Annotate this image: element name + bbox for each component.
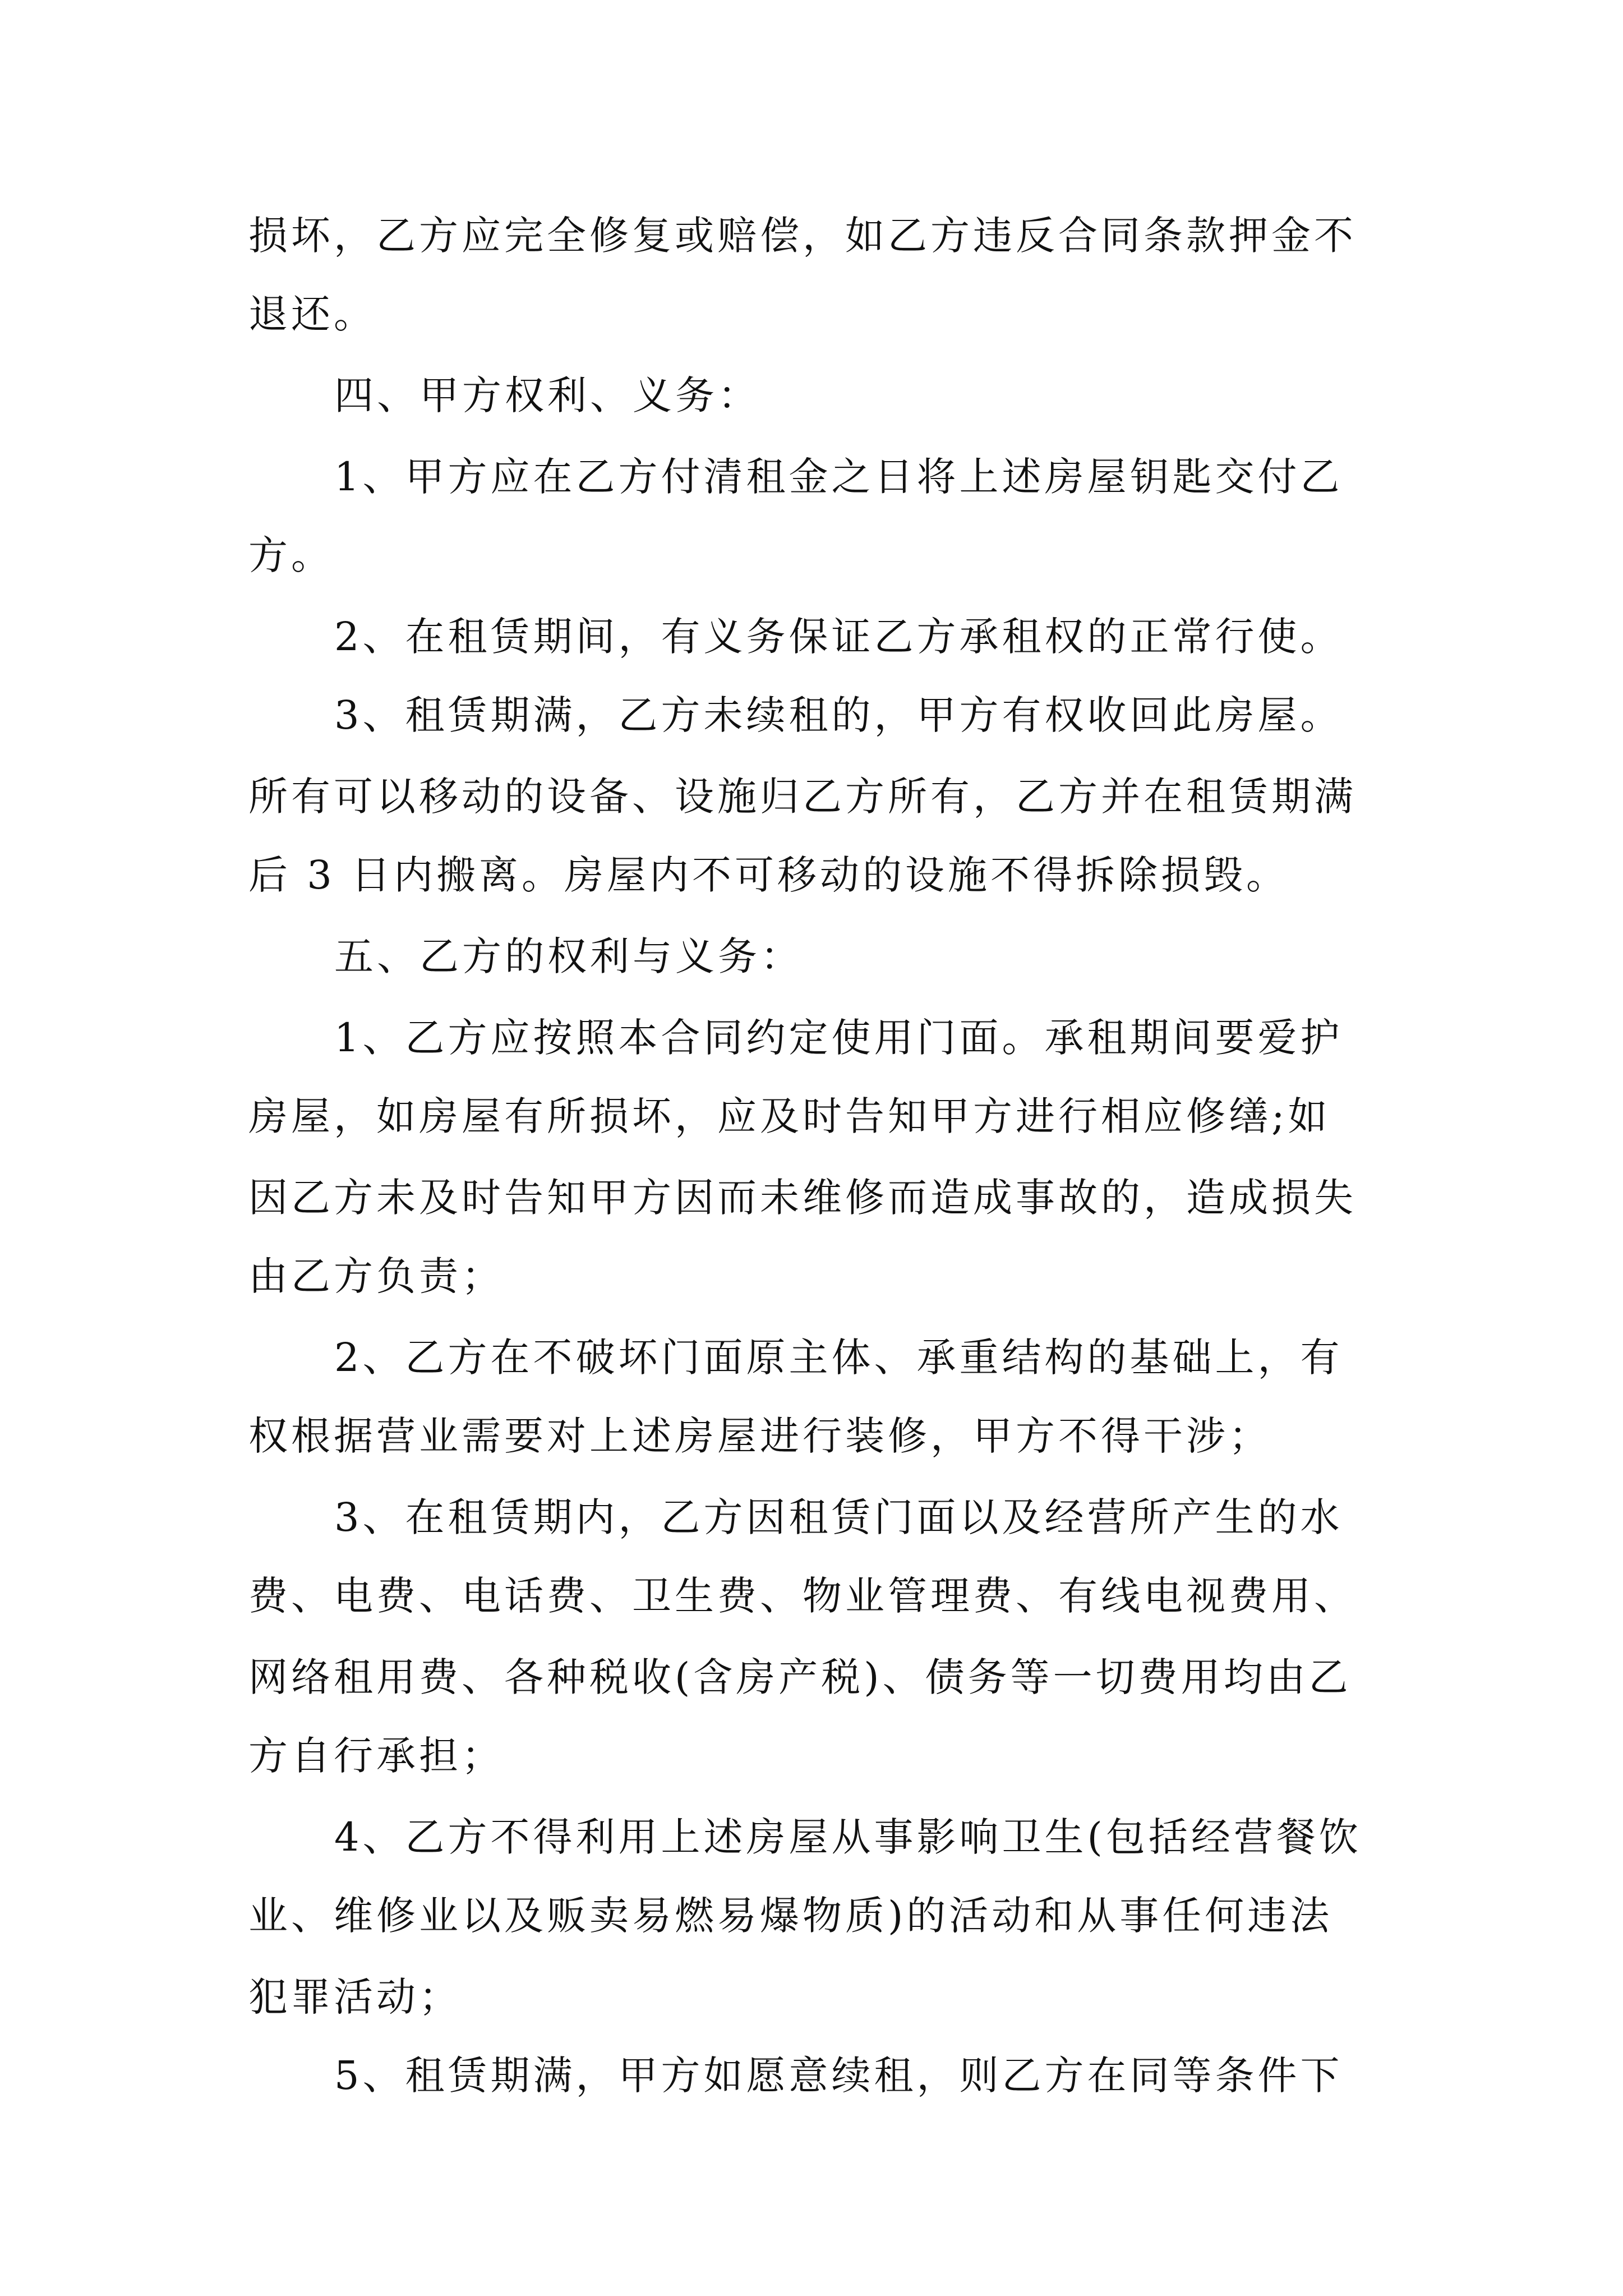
text-line: 5、租赁期满，甲方如愿意续租，则乙方在同等条件下	[334, 2053, 1343, 2099]
text-line: 网络租用费、各种税收(含房产税)、债务等一切费用均由乙	[248, 1654, 1352, 1700]
text-line: 房屋，如房屋有所损坏，应及时告知甲方进行相应修缮;如	[248, 1093, 1331, 1139]
text-line: 业、维修业以及贩卖易燃易爆物质)的活动和从事任何违法	[248, 1893, 1333, 1939]
text-line: 由乙方负责；	[248, 1253, 504, 1299]
text-line: 损坏，乙方应完全修复或赔偿，如乙方违反合同条款押金不	[248, 213, 1357, 259]
text-line: 费、电费、电话费、卫生费、物业管理费、有线电视费用、	[248, 1573, 1357, 1619]
text-line: 4、乙方不得利用上述房屋从事影响卫生(包括经营餐饮	[334, 1814, 1362, 1860]
text-line: 2、在租赁期间，有义务保证乙方承租权的正常行使。	[334, 614, 1343, 660]
text-line: 3、在租赁期内，乙方因租赁门面以及经营所产生的水	[334, 1494, 1343, 1540]
text-line: 1、甲方应在乙方付清租金之日将上述房屋钥匙交付乙	[334, 454, 1343, 500]
text-line: 权根据营业需要对上述房屋进行装修，甲方不得干涉；	[248, 1413, 1271, 1459]
text-line: 因乙方未及时告知甲方因而未维修而造成事故的，造成损失	[248, 1175, 1357, 1221]
text-line: 2、乙方在不破坏门面原主体、承重结构的基础上，有	[334, 1335, 1343, 1381]
text-line: 所有可以移动的设备、设施归乙方所有，乙方并在租赁期满	[248, 774, 1357, 820]
text-line: 后 3 日内搬离。房屋内不可移动的设施不得拆除损毁。	[248, 852, 1289, 898]
text-line: 1、乙方应按照本合同约定使用门面。承租期间要爱护	[334, 1015, 1343, 1061]
text-line: 犯罪活动；	[248, 1974, 462, 2020]
text-line: 方。	[248, 532, 334, 578]
text-line: 方自行承担；	[248, 1733, 504, 1779]
section-heading: 四、甲方权利、义务：	[334, 372, 760, 418]
text-line: 退还。	[248, 291, 376, 337]
text-line: 3、租赁期满，乙方未续租的，甲方有权收回此房屋。	[334, 692, 1343, 738]
section-heading: 五、乙方的权利与义务：	[334, 933, 803, 979]
